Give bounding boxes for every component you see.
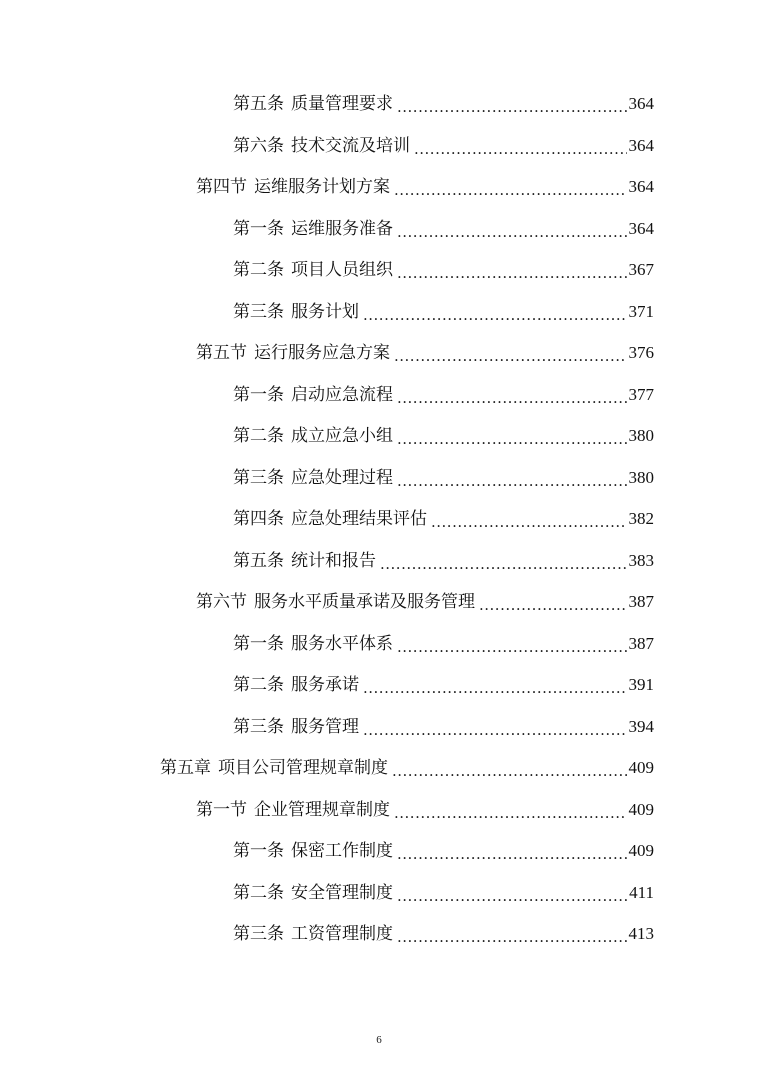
- dot-leader: [397, 215, 627, 243]
- toc-entry[interactable]: [233, 630, 654, 658]
- toc-entry-page: 394: [628, 716, 654, 736]
- toc-entry[interactable]: [233, 547, 654, 575]
- toc-entry-page: 391: [628, 675, 654, 694]
- toc-entry-page: 387: [628, 633, 654, 653]
- dot-leader: [363, 713, 627, 741]
- dot-leader: [397, 630, 627, 658]
- toc-entry[interactable]: [233, 920, 654, 948]
- toc-entry-title: 保密工作制度: [291, 841, 393, 861]
- toc-entry-label: [233, 381, 395, 409]
- dot-leader: [397, 256, 627, 284]
- toc-entry-number: 第一条: [233, 384, 284, 405]
- toc-entry-title: 运维服务计划方案: [254, 177, 390, 197]
- toc-entry-number: 第六条: [233, 135, 284, 156]
- dot-leader: [397, 879, 627, 907]
- toc-entry[interactable]: [233, 464, 654, 492]
- dot-leader: [363, 298, 627, 326]
- toc-entry-number: 第五章: [160, 758, 211, 778]
- toc-entry-number: 第六节: [196, 592, 247, 612]
- toc-entry-label: [233, 422, 395, 450]
- toc-entry-title: 成立应急小组: [291, 426, 393, 446]
- toc-entry-title: 应急处理过程: [291, 467, 393, 488]
- toc-entry-number: 第三条: [233, 716, 284, 737]
- page-number: 6: [376, 1034, 382, 1046]
- toc-entry-label: [233, 132, 412, 160]
- toc-entry-number: 第三条: [233, 467, 284, 488]
- toc-entry-number: 第五条: [233, 94, 284, 114]
- toc-entry-title: 技术交流及培训: [291, 135, 410, 156]
- toc-entry-page: 377: [628, 384, 654, 404]
- toc-entry-page: 387: [628, 592, 654, 611]
- dot-leader: [394, 796, 627, 824]
- toc-entry[interactable]: [233, 422, 654, 450]
- toc-entry-label: [233, 837, 395, 865]
- toc-entry[interactable]: [233, 505, 654, 533]
- toc-entry-label: [196, 796, 392, 824]
- toc-entry[interactable]: [233, 671, 654, 699]
- toc-entry-page: 380: [628, 467, 654, 487]
- toc-entry-number: 第一条: [233, 218, 284, 239]
- dot-leader: [394, 173, 627, 201]
- toc-entry-label: [233, 505, 429, 533]
- toc-entry-number: 第三条: [233, 924, 284, 944]
- dot-leader: [380, 547, 627, 575]
- toc-entry-number: 第五节: [196, 343, 247, 363]
- toc-entry-page: 376: [628, 343, 654, 362]
- dot-leader: [397, 381, 627, 409]
- toc-entry-page: 364: [628, 177, 654, 196]
- toc-entry-label: [196, 173, 392, 201]
- toc-entry-page: 409: [628, 841, 654, 860]
- toc-entry[interactable]: [233, 132, 654, 160]
- dot-leader: [397, 837, 627, 865]
- toc-entry[interactable]: [233, 90, 654, 118]
- dot-leader: [363, 671, 627, 699]
- toc-entry-label: [233, 671, 361, 699]
- toc-entry-number: 第一条: [233, 841, 284, 861]
- toc-entry-title: 应急处理结果评估: [291, 509, 427, 529]
- dot-leader: [397, 90, 627, 118]
- toc-entry-number: 第二条: [233, 426, 284, 446]
- dot-leader: [431, 505, 627, 533]
- toc-entry-title: 运行服务应急方案: [254, 343, 390, 363]
- toc-entry-page: 383: [628, 550, 654, 570]
- toc-entry[interactable]: [233, 381, 654, 409]
- toc-entry-label: [233, 256, 395, 284]
- toc-entry[interactable]: [233, 879, 654, 907]
- toc-entry-number: 第一条: [233, 633, 284, 654]
- toc-entry-page: 364: [628, 218, 654, 238]
- dot-leader: [392, 754, 627, 782]
- toc-entry-title: 安全管理制度: [291, 882, 393, 903]
- toc-entry[interactable]: [233, 713, 654, 741]
- toc-entry-title: 服务管理: [291, 716, 359, 737]
- toc-entry-label: [196, 339, 392, 367]
- toc-entry-number: 第三条: [233, 301, 284, 322]
- toc-entry-title: 企业管理规章制度: [254, 799, 390, 820]
- toc-entry-label: [196, 588, 477, 616]
- dot-leader: [397, 920, 627, 948]
- toc-entry-label: [233, 879, 395, 907]
- toc-entry-number: 第二条: [233, 675, 284, 695]
- toc-entry[interactable]: [233, 215, 654, 243]
- toc-entry-page: 413: [628, 924, 654, 943]
- toc-entry-page: 380: [628, 426, 654, 445]
- toc-entry-page: 409: [628, 758, 654, 777]
- toc-entry-title: 服务计划: [291, 301, 359, 322]
- dot-leader: [397, 464, 627, 492]
- toc-entry-title: 统计和报告: [291, 550, 376, 571]
- toc-entry-page: 411: [629, 882, 654, 902]
- toc-entry-title: 服务水平体系: [291, 633, 393, 654]
- toc-entry-page: 364: [628, 94, 654, 113]
- toc-entry-label: [233, 630, 395, 658]
- toc-entry[interactable]: [233, 256, 654, 284]
- toc-entry-label: [233, 547, 378, 575]
- toc-entry-label: [233, 713, 361, 741]
- toc-entry-title: 项目公司管理规章制度: [218, 758, 388, 778]
- dot-leader: [479, 588, 627, 616]
- toc-entry-title: 项目人员组织: [291, 260, 393, 280]
- toc-entry-page: 367: [628, 260, 654, 279]
- toc-entry-page: 371: [628, 301, 654, 321]
- toc-entry-number: 第四节: [196, 177, 247, 197]
- toc-entry-title: 启动应急流程: [291, 384, 393, 405]
- toc-entry[interactable]: [233, 298, 654, 326]
- toc-entry[interactable]: [160, 754, 654, 782]
- toc-entry-label: [160, 754, 390, 782]
- toc-entry-title: 运维服务准备: [291, 218, 393, 239]
- toc-entry-label: [233, 298, 361, 326]
- toc-entry-number: 第四条: [233, 509, 284, 529]
- toc-entry-page: 409: [628, 799, 654, 819]
- toc-entry-title: 服务水平质量承诺及服务管理: [254, 592, 475, 612]
- toc-entry-title: 质量管理要求: [291, 94, 393, 114]
- toc-entry-number: 第五条: [233, 550, 284, 571]
- toc-entry[interactable]: [196, 339, 654, 367]
- dot-leader: [394, 339, 627, 367]
- toc-entry-label: [233, 90, 395, 118]
- toc-entry-title: 工资管理制度: [291, 924, 393, 944]
- toc-entry-title: 服务承诺: [291, 675, 359, 695]
- toc-entry-number: 第二条: [233, 260, 284, 280]
- dot-leader: [414, 132, 627, 160]
- toc-entry[interactable]: [196, 588, 654, 616]
- toc-entry[interactable]: [233, 837, 654, 865]
- toc-entry-label: [233, 464, 395, 492]
- toc-entry[interactable]: [196, 796, 654, 824]
- toc-entry-page: 382: [628, 509, 654, 528]
- toc-entry-page: 364: [628, 135, 654, 155]
- toc-entry[interactable]: [196, 173, 654, 201]
- toc-entry-number: 第一节: [196, 799, 247, 820]
- toc-entry-number: 第二条: [233, 882, 284, 903]
- toc-entry-label: [233, 920, 395, 948]
- dot-leader: [397, 422, 627, 450]
- toc-entry-label: [233, 215, 395, 243]
